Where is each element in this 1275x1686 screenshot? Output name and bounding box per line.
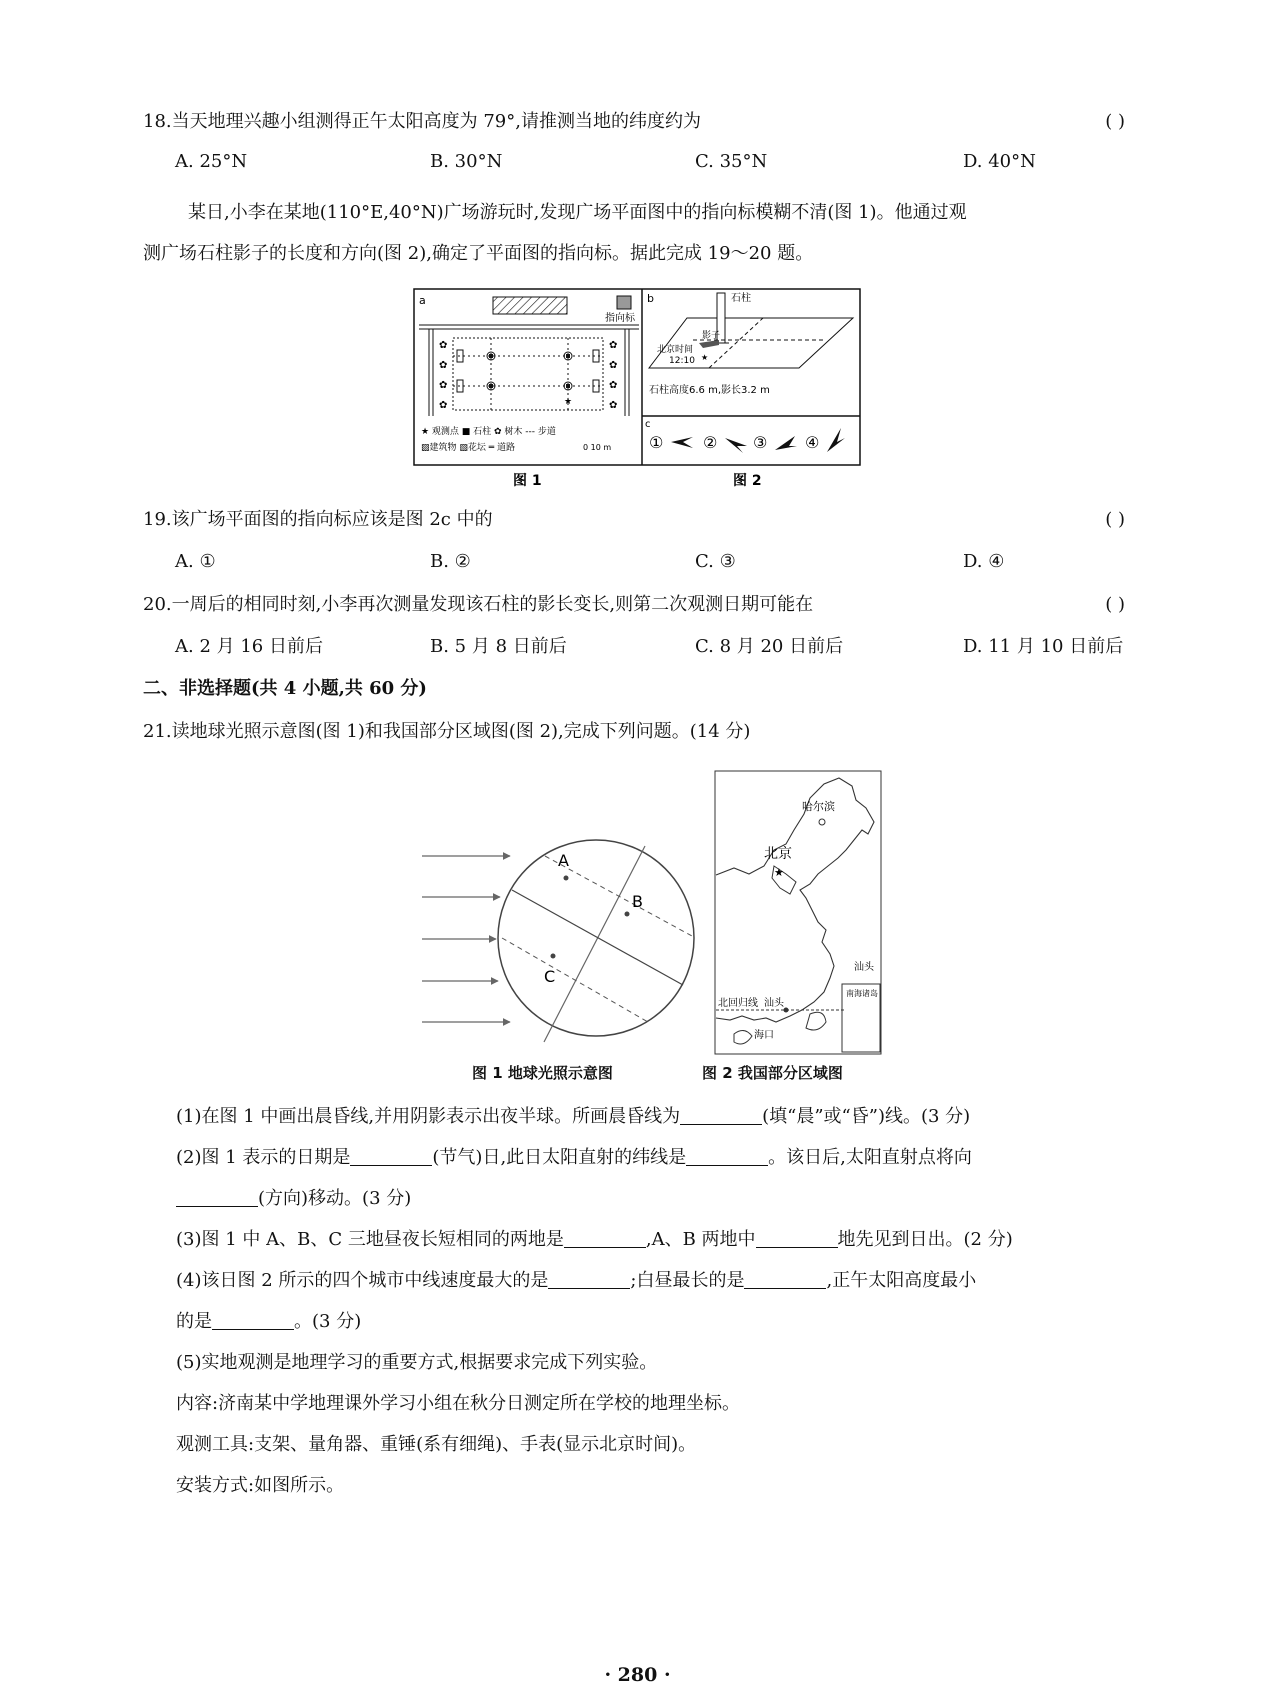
q19-option-a: A. ① — [175, 551, 216, 572]
answer-paren: ( ) — [1105, 509, 1125, 530]
q19-stem: 19.该广场平面图的指向标应该是图 2c 中的 ( ) — [143, 509, 1125, 530]
q21-content: 内容:济南某中学地理课外学习小组在秋分日测定所在学校的地理坐标。 — [176, 1393, 741, 1414]
arrow-mark-4: ④ — [805, 433, 820, 452]
q21-part-5: (5)实地观测是地理学习的重要方式,根据要求完成下列实验。 — [176, 1352, 658, 1373]
arrow-2-icon — [725, 438, 747, 453]
svg-text:★: ★ — [564, 397, 573, 407]
page-number: · 280 · — [604, 1664, 671, 1686]
q20-option-b: B. 5 月 8 日前后 — [430, 636, 567, 657]
q20-option-a: A. 2 月 16 日前后 — [175, 636, 323, 657]
svg-text:✿: ✿ — [609, 400, 618, 411]
map-label-shantou-note: 汕头 — [854, 962, 874, 973]
svg-text:✿: ✿ — [609, 340, 618, 351]
answer-blank[interactable] — [212, 1311, 294, 1330]
answer-blank[interactable] — [548, 1270, 630, 1289]
q20-stem: 20.一周后的相同时刻,小李再次测量发现该石柱的影长变长,则第二次观测日期可能在 ( ) — [143, 594, 1125, 615]
map-label-shantou: 汕头 — [764, 998, 784, 1009]
plaza-figure — [413, 288, 863, 490]
map-caption: 图 2 我国部分区域图 — [702, 1064, 843, 1082]
time-label: 北京时间 — [657, 345, 694, 355]
svg-text:✿: ✿ — [439, 380, 448, 391]
q21-stem: 21.读地球光照示意图(图 1)和我国部分区域图(图 2),完成下列问题。(14 分) — [143, 721, 751, 742]
svg-text:★: ★ — [774, 866, 784, 879]
map-label-haikou: 海口 — [754, 1030, 774, 1041]
fig2-caption: 图 2 — [733, 473, 762, 489]
answer-blank[interactable] — [756, 1229, 838, 1248]
time-value: 12:10 — [669, 356, 695, 366]
intro-line-1: 某日,小李在某地(110°E,40°N)广场游玩时,发现广场平面图中的指向标模糊不清(图 1)。他通过观 — [188, 202, 967, 223]
legend-line-1: ★ 观测点 ■ 石柱 ✿ 树木 --- 步道 — [421, 427, 556, 437]
q21-part-4: (4)该日图 2 所示的四个城市中线速度最大的是 ;白昼最长的是 ,正午太阳高度最小 — [176, 1270, 977, 1291]
q20-option-c: C. 8 月 20 日前后 — [695, 636, 844, 657]
q19-option-d: D. ④ — [963, 551, 1005, 572]
map-label-south-sea: 南海诸岛 — [846, 989, 878, 998]
answer-paren: ( ) — [1105, 594, 1125, 615]
equator-line — [512, 890, 683, 985]
svg-text:✿: ✿ — [609, 380, 618, 391]
arrow-mark-1: ① — [649, 433, 664, 452]
q21-part-1: (1)在图 1 中画出晨昏线,并用阴影表示出夜半球。所画晨昏线为 (填“晨”或“昏”)线。(3 分) — [176, 1106, 971, 1127]
answer-blank[interactable] — [176, 1188, 258, 1207]
q21-part-2: (2)图 1 表示的日期是 (节气)日,此日太阳直射的纬线是 。该日后,太阳直射点将向 — [176, 1147, 972, 1168]
arrow-4-icon — [827, 428, 845, 452]
arrow-mark-3: ③ — [753, 433, 768, 452]
q21-part-3: (3)图 1 中 A、B、C 三地昼夜长短相同的两地是 ,A、B 两地中 地先见到日出。(2 分) — [176, 1229, 1013, 1250]
pillar-label: 石柱 — [731, 293, 751, 304]
q18-option-c: C. 35°N — [695, 151, 768, 172]
answer-blank[interactable] — [564, 1229, 646, 1248]
answer-paren: ( ) — [1105, 111, 1125, 132]
intro-line-2: 测广场石柱影子的长度和方向(图 2),确定了平面图的指向标。据此完成 19～20 题。 — [143, 243, 814, 264]
pointer-box — [617, 296, 631, 309]
q21-part-4-cont: 的是 。(3 分) — [176, 1311, 362, 1332]
map-label-harbin: 哈尔滨 — [802, 800, 835, 813]
q18-option-a: A. 25°N — [175, 151, 248, 172]
panel-c-label: c — [645, 419, 651, 430]
map-label-tropic: 北回归线 — [718, 998, 758, 1009]
svg-text:✿: ✿ — [439, 400, 448, 411]
q21-tools: 观测工具:支架、量角器、重锤(系有细绳)、手表(显示北京时间)。 — [176, 1434, 697, 1455]
q18-option-d: D. 40°N — [963, 151, 1036, 172]
svg-text:✿: ✿ — [609, 360, 618, 371]
pillar-info: 石柱高度6.6 m,影长3.2 m — [649, 385, 770, 396]
legend-line-2: ▨建筑物 ▧花坛 ═ 道路 — [421, 443, 516, 453]
answer-blank[interactable] — [680, 1106, 762, 1125]
globe-caption: 图 1 地球光照示意图 — [472, 1064, 613, 1082]
china-map — [714, 770, 884, 1056]
section-heading: 二、非选择题(共 4 小题,共 60 分) — [143, 678, 427, 699]
pointer-label: 指向标 — [605, 313, 635, 324]
answer-blank[interactable] — [686, 1147, 768, 1166]
arrow-1-icon — [671, 437, 693, 448]
svg-text:★: ★ — [701, 353, 709, 362]
globe-label-a: A — [558, 851, 569, 870]
earth-axis — [544, 846, 645, 1042]
globe-label-b: B — [632, 892, 643, 911]
globe-circle — [498, 840, 694, 1036]
panel-b-label: b — [647, 292, 654, 305]
globe-label-c: C — [544, 967, 556, 986]
q20-option-d: D. 11 月 10 日前后 — [963, 636, 1124, 657]
map-label-beijing: 北京 — [764, 846, 792, 862]
svg-text:✿: ✿ — [439, 340, 448, 351]
q18-stem: 18.当天地理兴趣小组测得正午太阳高度为 79°,请推测当地的纬度约为 ( ) — [143, 111, 1125, 132]
shadow-label: 影子 — [702, 331, 721, 341]
svg-text:✿: ✿ — [439, 360, 448, 371]
globe-figure — [420, 760, 700, 1060]
q21-install: 安装方式:如图所示。 — [176, 1475, 345, 1496]
q21-part-2-cont: (方向)移动。(3 分) — [176, 1187, 1125, 1211]
arrow-3-icon — [775, 436, 797, 450]
fig1-caption: 图 1 — [513, 473, 542, 489]
answer-blank[interactable] — [350, 1147, 432, 1166]
q19-option-b: B. ② — [430, 551, 471, 572]
q18-option-b: B. 30°N — [430, 151, 503, 172]
arrow-mark-2: ② — [703, 433, 718, 452]
scale-label: 0 10 m — [583, 443, 612, 452]
panel-a-label: a — [419, 294, 426, 307]
answer-blank[interactable] — [744, 1270, 826, 1289]
q19-option-c: C. ③ — [695, 551, 736, 572]
